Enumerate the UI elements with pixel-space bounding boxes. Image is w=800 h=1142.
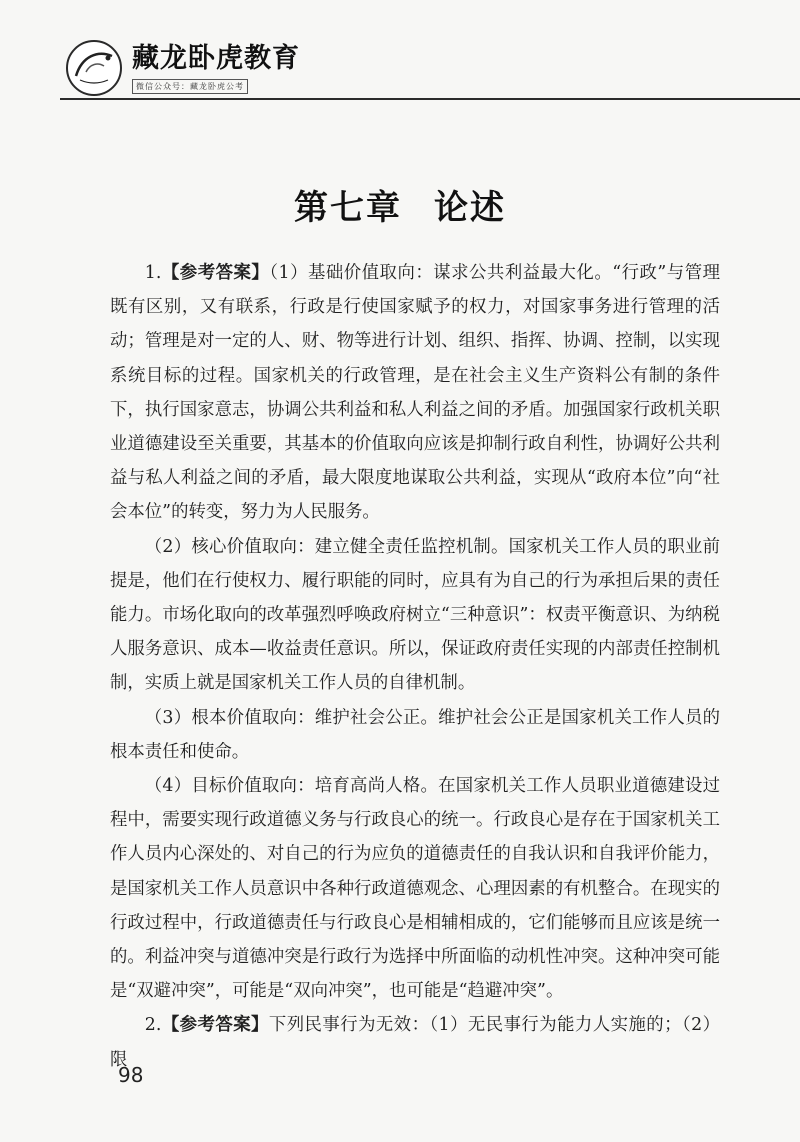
page-number: 98 [118, 1063, 144, 1087]
answer-1-text-1: （1）基础价值取向：谋求公共利益最大化。“行政”与管理既有区别，又有联系，行政是行使国家赋予的权力，对国家事务进行管理的活动；管理是对一定的人、财、物等进行计划、组织、指挥、协调、控制，以实现系统目标的过程。国家机关的行政管理，是在社会主义生产资料公有制的条件下，执行国家意志，协调公共利益和私人利益之间的矛盾。加强国家行政机关职业道德建设至关重要，其基本的价值取向应该是抑制行政自利性，协调好公共利益与私人利益之间的矛盾，最大限度地谋取公共利益，实现从“政府本位”向“社会本位”的转变，努力为人民服务。 [110, 263, 720, 523]
answer-2-paragraph-1 [110, 1008, 720, 1076]
chapter-number: 第七章 [294, 188, 402, 228]
dragon-tiger-icon [68, 42, 120, 94]
brand-name: 藏龙卧虎教育 [132, 43, 300, 74]
answer-1-paragraph-4: （4）目标价值取向：培育高尚人格。在国家机关工作人员职业道德建设过程中，需要实现行政道德义务与行政良心的统一。行政良心是存在于国家机关工作人员内心深处的、对自己的行为应负的道德责任的自我认识和自我评价能力，是国家机关工作人员意识中各种行政道德观念、心理因素的有机整合。在现实的行政过程中，行政道德责任与行政良心是相辅相成的，它们能够而且应该是统一的。利益冲突与道德冲突是行政行为选择中所面临的动机性冲突。这种冲突可能是“双避冲突”，可能是“双向冲突”，也可能是“趋避冲突”。 [110, 776, 720, 1002]
answer-content [110, 256, 720, 1077]
answer-2-text-1: 下列民事行为无效：（1）无民事行为能力人实施的；（2）限 [110, 1015, 720, 1070]
answer-1-paragraph-1 [110, 256, 720, 530]
chapter-name: 论述 [434, 188, 506, 228]
page-header [66, 40, 300, 96]
logo-emblem [66, 40, 122, 96]
header-rule [60, 98, 800, 100]
answer-2-label: 【参考答案】 [161, 1015, 269, 1036]
brand-tagline: 微信公众号：藏龙卧虎公考 [132, 79, 248, 94]
answer-1-label: 【参考答案】 [161, 263, 270, 283]
answer-1-paragraph-2: （2）核心价值取向：建立健全责任监控机制。国家机关工作人员的职业前提是，他们在行使权力、履行职能的同时，应具有为自己的行为承担后果的责任能力。市场化取向的改革强烈呼唤政府树立“三种意识”：权责平衡意识、为纳税人服务意识、成本—收益责任意识。所以，保证政府责任实现的内部责任控制机制，实质上就是国家机关工作人员的自律机制。 [110, 536, 720, 694]
answer-2-number: 2. [144, 1015, 162, 1036]
chapter-title [0, 180, 800, 229]
answer-1-paragraph-3: （3）根本价值取向：维护社会公正。维护社会公正是国家机关工作人员的根本责任和使命。 [110, 707, 720, 762]
answer-1-number: 1. [144, 263, 162, 283]
